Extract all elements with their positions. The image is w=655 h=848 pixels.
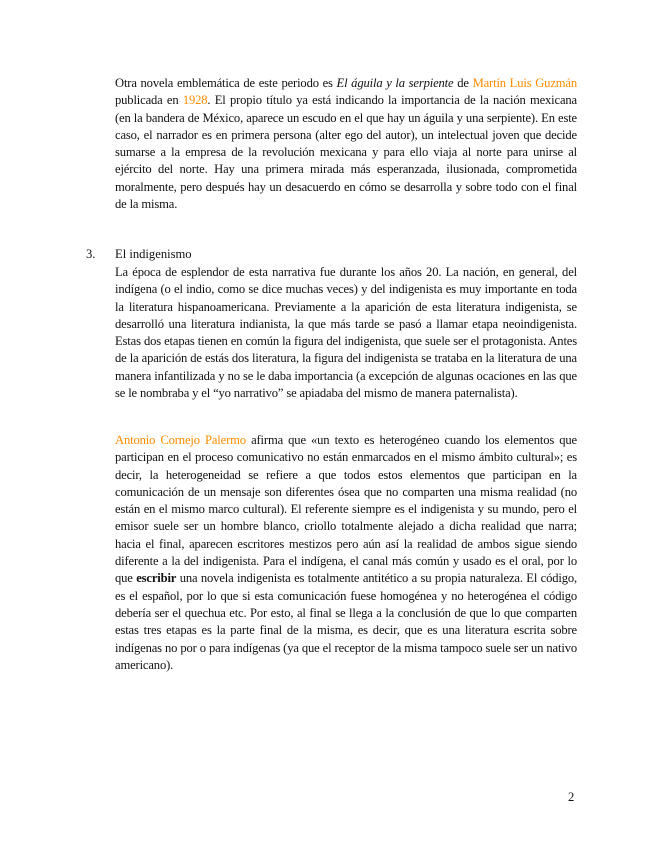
section-number: 3. [86,247,96,261]
paragraph-text: de [453,76,473,90]
author-link[interactable]: Martín Luis Guzmán [472,76,577,90]
paragraph-aguila-serpiente [115,75,577,213]
year-link[interactable]: 1928 [182,93,208,108]
paragraph-indigenismo: La época de esplendor de esta narrativa fue durante los años 20. La nación, en general, del indígena (o el indio, como se dice muchas veces) y del indigenista es muy importante en toda la literatura hispanoamericana. Previamente a la aparición de esta literatura indigenista, se desarrolló una literatura indianista, la que más tarde se pasó a llamar etapa neoindigenista. Estas dos etapas tienen en común la figura del indigenista, que suele ser el protagonista. Antes de la aparición de estás dos literatura, la figura del indigenista se trataba en la literatura de una manera infantilizada y no se le daba importancia (a excepción de algunas ocaciones en las que se le nombraba y el “yo narrativo” se apiadaba del mismo de manera paternalista). [115,265,577,401]
paragraph-text: Otra novela emblemática de este periodo es [115,76,337,90]
section-heading: El indigenismo [115,247,192,261]
paragraph-text: . El propio título ya está indicando la importancia de la nación mexicana (en la bandera de México, aparece un escudo en el que hay un águila y una serpiente). En este caso, el narrador es en primera persona (alter ego del autor), un intelectual joven que decide sumarse a la empresa de la revolución mexicana y para ello viaja al norte para unirse al ejército del norte. Hay una primera mirada más esperanzada, ilusionada, comprometida moralmente, pero después hay un desacuerdo en cómo se desarrolla y sobre todo con el final de la misma. [115,93,577,212]
novel-title: El águila y la serpiente [336,76,454,90]
page-number: 2 [568,790,575,804]
paragraph-text: afirma que «un texto es heterogéneo cuando los elementos que participan en el proceso comunicativo no están enmarcados en el mismo ámbito cultural»; es decir, la heterogeneidad se refiere a que todos estos elementos que participan en la comunicación de un mensaje son diferentes ósea que no comparten una misma realidad (no están en el mismo marco cultural). El referente siempre es el indigenista y su mundo, pero el emisor suele ser un hombre blanco, criollo totalmente alejado a dicha realidad que narra; hacia el final, aparecen escritores mestizos pero aún así la realidad de ambos sigue siendo diferente a la del indigenista. Para el indígena, el canal más común y usado es el oral, por lo que [115,433,577,586]
paragraph-heterogeneidad [115,432,577,674]
paragraph-text: una novela indigenista es totalmente antitético a su propia naturaleza. El código, es el español, por lo que si esta comunicación fuese homogénea y no heterogénea el código debería ser el quechua etc. Por esto, al final se llega a la conclusión de que lo que comparten estas tres etapas es la parte final de la misma, es decir, que es una literatura escrita sobre indígenas no por o para indígenas (ya que el receptor de la misma tampoco suele ser un nativo americano). [115,571,577,672]
bold-term: escribir [136,571,177,586]
author-link[interactable]: Antonio Cornejo Palermo [115,433,246,447]
paragraph-text: publicada en [115,93,183,108]
